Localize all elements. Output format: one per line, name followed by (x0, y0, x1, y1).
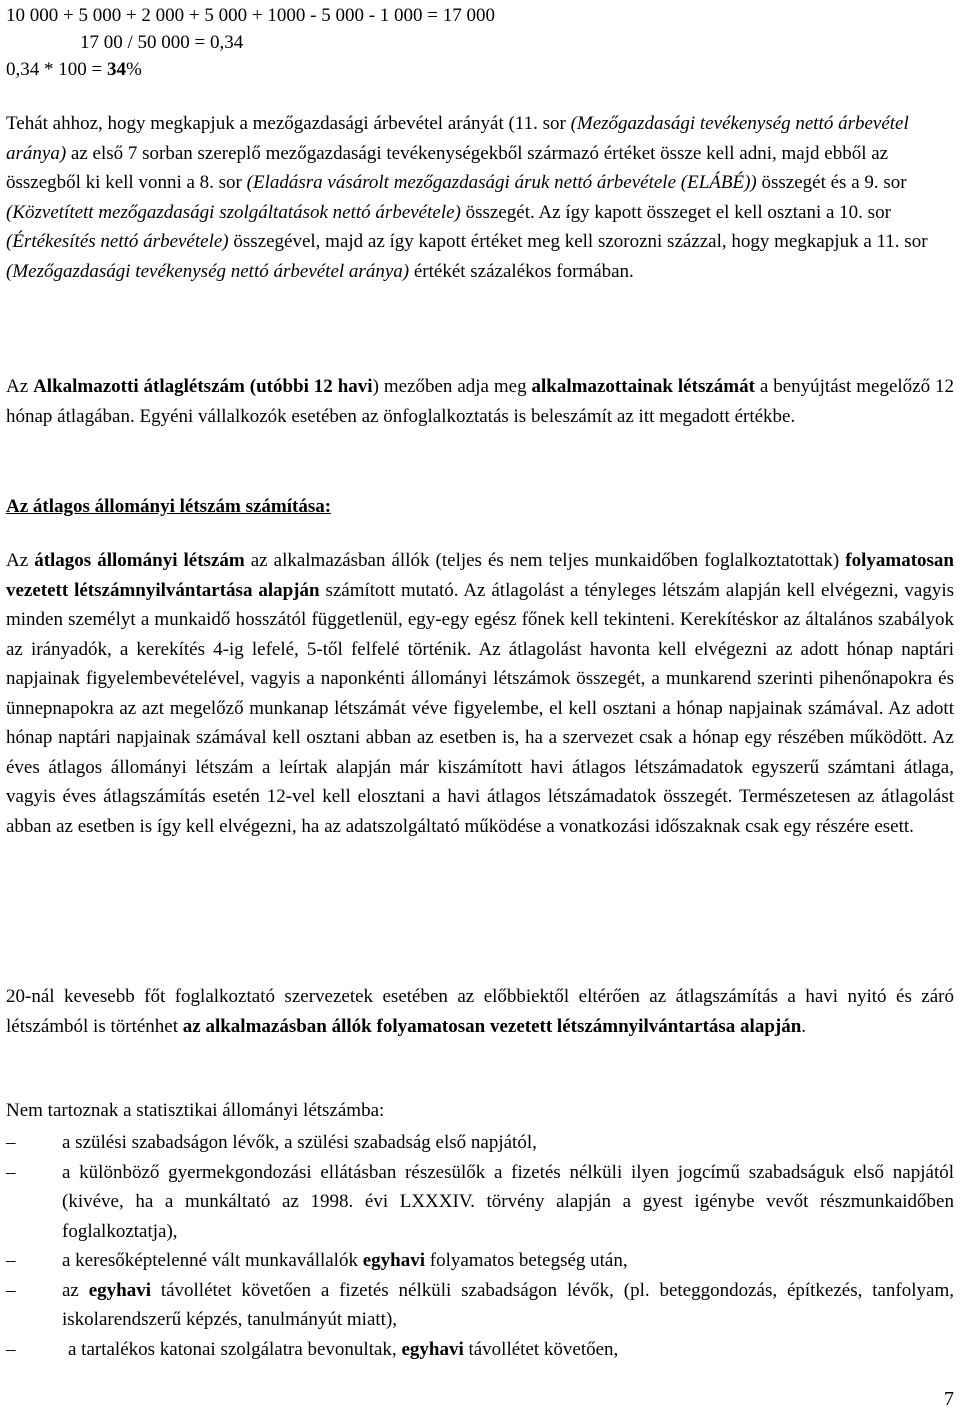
list-item (6, 1128, 954, 1158)
list-item-text: a szülési szabadságon lévők, a szülési szabadság első napjától, (62, 1132, 537, 1153)
text: összegével, majd az így kapott értéket meg kell szorozni százzal, hogy megkapjuk a 11. sor (228, 231, 928, 252)
dash-bullet: – (6, 1132, 16, 1153)
italic-term: (Értékesítés nettó árbevétele) (6, 231, 229, 252)
text: a benyújtást megelőző 12 hónap átlagában. Egyéni vállalkozók esetében az önfoglalkoztatás is beleszámít az itt megadott értékbe. (6, 376, 955, 427)
list-item-text: a tartalékos katonai szolgálatra bevonultak, (68, 1338, 402, 1360)
bold-term: egyhavi (88, 1279, 151, 1301)
italic-term: (Mezőgazdasági tevékenység nettó árbevétel aránya) (6, 260, 410, 282)
list-item-text: az (62, 1279, 89, 1301)
list-item (6, 1335, 954, 1365)
calc-percent: % (125, 59, 142, 80)
text: Az (6, 376, 34, 397)
calculation-block (6, 2, 495, 83)
list-item-text: a különböző gyermekgondozási ellátásban részesülők a fizetés nélküli ilyen jogcímű szabadságuk első napjától (kivéve, ha a munkáltató az 1998. évi LXXXIV. törvény alapján a gyest igénybe vevőt részmunkaidőben foglalkoztatja), (62, 1161, 954, 1242)
italic-term: (Mezőgazdasági tevékenység nettó árbevétel aránya) (6, 113, 909, 164)
text: összegét és a 9. sor (756, 172, 907, 193)
paragraph-employee-count (6, 372, 954, 431)
text: az első 7 sorban szereplő mezőgazdasági tevékenységekből származó értéket össze kell adni, majd ebből az összegből ki kell vonni a 8. sor (6, 142, 889, 193)
page-number: 7 (944, 1388, 954, 1410)
italic-term: (Eladásra vásárolt mezőgazdasági áruk nettó árbevétele (ELÁBÉ)) (246, 172, 757, 193)
text: értékét százalékos formában. (409, 260, 634, 282)
paragraph-small-organizations (6, 982, 954, 1041)
heading-text: Az átlagos állományi létszám számítása: (6, 496, 332, 517)
list-item-text: a keresőképtelenné vált munkavállalók (62, 1250, 363, 1271)
text: Tehát ahhoz, hogy megkapjuk a mezőgazdasági árbevétel arányát (11. sor (6, 113, 571, 134)
text: Az (6, 550, 35, 571)
text: összegét. Az így kapott összeget el kell osztani a 10. sor (460, 201, 891, 223)
list-item-text: folyamatos betegség után, (425, 1250, 628, 1271)
exclusion-list (6, 1128, 954, 1364)
calc-line-2: 17 00 / 50 000 = 0,34 (80, 32, 244, 53)
calc-line-3-text: 0,34 * 100 = (6, 59, 107, 80)
dash-bullet: – (6, 1338, 16, 1360)
bold-term: alkalmazottainak létszámát (531, 376, 755, 397)
bold-term: egyhavi (362, 1250, 425, 1271)
paragraph-average-headcount (6, 546, 954, 841)
bold-term: Alkalmazotti átlaglétszám (utóbbi 12 havi (33, 376, 373, 397)
bold-term: folyamatosan vezetett létszámnyilvántartása alapján (6, 550, 955, 601)
calc-line-3 (6, 56, 495, 83)
text: . (801, 1015, 807, 1037)
exclusion-intro: Nem tartoznak a statisztikai állományi létszámba: (6, 1100, 385, 1121)
bold-term: egyhavi (401, 1338, 464, 1360)
text: 20-nál kevesebb főt foglalkoztató szervezetek esetében az előbbiektől eltérően az átlagszámítás a havi nyitó és záró létszámból is történhet (6, 986, 954, 1037)
text: számított mutató. Az átlagolást a tényleges létszám alapján kell elvégezni, vagyis minden személyt a munkaidő hosszától függetlenül, egy-egy egész főnek kell tekinteni. Kerekítéskor az általános szabályok az irányadók, a kerekítés 4-ig lefelé, 5-től felfelé történik. Az átlagolást havonta kell elvégezni az adott hónap naptári napjainak figyelembevételével, vagyis a naponkénti állományi létszámok összegét, a munkarend szerinti pihenőnapokra és ünnepnapokra az azt megelőző munkanap létszámát véve figyelembe, el kell osztani a hónap napjainak számával. Az adott hónap naptári napjainak számával kell osztani abban az esetben is, ha a szervezet csak a hónap egy részében működött. Az éves átlagos állományi létszám a leírtak alapján már kiszámított havi átlagos létszámadatok egyszerű számtani átlaga, vagyis éves átlagszámítás esetén 12-vel kell elosztani a havi átlagos létszámadatok összegét. Természetesen az átlagolást abban az esetben is így kell elvégezni, ha az adatszolgáltató működése a vonatkozási időszaknak csak egy részére esett. (6, 579, 954, 837)
list-item (6, 1246, 954, 1276)
calc-result: 34 (106, 59, 126, 80)
list-item-text: távollétet követően, (463, 1338, 619, 1360)
dash-bullet: – (6, 1161, 16, 1183)
list-item (6, 1158, 954, 1247)
bold-term: az alkalmazásban állók folyamatosan vezetett létszámnyilvántartása alapján (182, 1015, 802, 1037)
calc-line-1: 10 000 + 5 000 + 2 000 + 5 000 + 1000 - 5 000 - 1 000 = 17 000 (6, 5, 495, 26)
italic-term: (Közvetített mezőgazdasági szolgáltatások nettó árbevétele) (6, 201, 461, 223)
bold-term: átlagos állományi létszám (34, 550, 245, 571)
section-heading (6, 492, 954, 522)
dash-bullet: – (6, 1250, 16, 1271)
paragraph-agricultural-ratio (6, 109, 954, 286)
text: az alkalmazásban állók (teljes és nem teljes munkaidőben foglalkoztatottak) (244, 550, 846, 571)
dash-bullet: – (6, 1279, 16, 1301)
list-item (6, 1276, 954, 1335)
list-item-text: távollétet követően a fizetés nélküli szabadságon lévők, (pl. beteggondozás, építkezés, tanfolyam, iskolarendszerű képzés, tanulmányút miatt), (62, 1279, 954, 1330)
text: ) mezőben adja meg (372, 376, 532, 397)
